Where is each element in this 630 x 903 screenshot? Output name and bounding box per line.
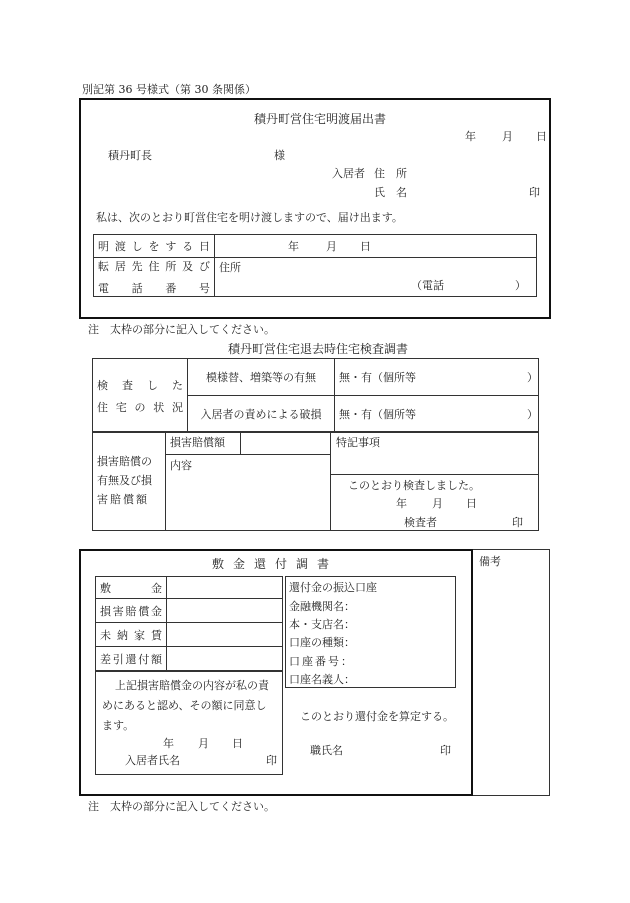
alteration-close: ） <box>527 371 538 384</box>
calculated-statement: このとおり還付金を算定する。 <box>300 710 454 723</box>
special-notes-label: 特記事項 <box>336 436 380 449</box>
divider <box>330 431 331 531</box>
resident-seal: 印 <box>266 754 277 767</box>
inspector-label: 検査者 <box>404 516 437 529</box>
damage-content-label: 内容 <box>170 459 192 472</box>
note-2: 注 太枠の部分に記入してください。 <box>88 800 275 813</box>
inspector-seal: 印 <box>512 516 523 529</box>
remarks-box[interactable] <box>472 549 550 796</box>
vacate-date-year: 年 <box>288 240 299 253</box>
consent-date-month: 月 <box>198 737 209 750</box>
damage-label-1: 損害賠償の <box>97 455 152 468</box>
inspection-table <box>92 358 539 433</box>
refund-amount-table <box>95 576 283 671</box>
notice-statement: 私は、次のとおり町営住宅を明け渡しますので、届け出ます。 <box>96 211 403 224</box>
damage-item-label: 入居者の責めによる破損 <box>188 396 335 433</box>
new-address-caption: 住所 <box>219 261 241 274</box>
consent-line-2: めにあると認め、その額に同意し <box>102 699 267 712</box>
resident-label: 入居者 <box>332 167 365 180</box>
damage-amount-label: 損害賠償額 <box>170 436 225 449</box>
vacate-date-field[interactable] <box>215 235 537 258</box>
alteration-label: 模様替、増築等の有無 <box>188 359 335 396</box>
unpaid-rent-field[interactable] <box>167 623 283 647</box>
damage-amount-field[interactable] <box>241 432 329 453</box>
vacate-date-label: 明渡しをする日 <box>94 235 215 258</box>
divider <box>330 474 539 475</box>
notice-title: 積丹町営住宅明渡届出書 <box>254 112 387 126</box>
form-number: 別記第 36 号様式（第 30 条関係） <box>82 83 256 96</box>
staff-name-label: 職氏名 <box>310 744 343 757</box>
inspection-date-month: 月 <box>432 497 443 510</box>
note-1: 注 太枠の部分に記入してください。 <box>88 323 275 336</box>
inspected-statement: このとおり検査しました。 <box>348 479 480 492</box>
inspection-title: 積丹町営住宅退去時住宅検査調書 <box>228 342 409 356</box>
deposit-label: 敷金 <box>96 577 167 599</box>
staff-seal: 印 <box>440 744 451 757</box>
notice-table <box>93 234 537 297</box>
notice-date-year: 年 <box>465 130 476 143</box>
alteration-value: 無・有（個所等 <box>339 371 416 384</box>
address-label: 住 所 <box>374 167 407 180</box>
net-refund-field[interactable] <box>167 647 283 671</box>
remarks-label: 備考 <box>479 555 501 568</box>
vacate-date-month: 月 <box>326 240 337 253</box>
inspection-date-day: 日 <box>466 497 477 510</box>
addressee: 積丹町長 <box>108 149 152 162</box>
damage-item-close: ） <box>527 408 538 421</box>
damages-field[interactable] <box>167 599 283 623</box>
consent-date-year: 年 <box>163 737 174 750</box>
consent-date-day: 日 <box>232 737 243 750</box>
net-refund-label: 差引還付額 <box>96 647 167 671</box>
alteration-field[interactable] <box>335 359 539 396</box>
name-label: 氏 名 <box>374 186 407 199</box>
notice-date-day: 日 <box>536 130 547 143</box>
refund-title: 敷金還付調書 <box>212 557 339 571</box>
divider <box>165 454 330 455</box>
resident-name-label: 入居者氏名 <box>125 754 180 767</box>
divider <box>165 431 166 531</box>
bank-name-label: 金融機関名： <box>289 600 355 613</box>
damages-label: 損害賠償金 <box>96 599 167 623</box>
deposit-field[interactable] <box>167 577 283 599</box>
account-number-label: 口座番号： <box>289 655 354 668</box>
new-address-label: 転居先住所及び 電話番号 <box>94 258 215 297</box>
honorific: 様 <box>274 149 285 162</box>
damage-label-3: 害賠償額 <box>97 493 149 506</box>
branch-name-label: 本・支店名： <box>289 618 355 631</box>
bank-title: 還付金の振込口座 <box>289 581 377 594</box>
phone-open: （電話 <box>411 279 444 292</box>
damage-item-field[interactable] <box>335 396 539 433</box>
consent-line-1: 上記損害賠償金の内容が私の責 <box>115 679 269 692</box>
new-address-field[interactable] <box>215 258 537 297</box>
unpaid-rent-label: 未納家賃 <box>96 623 167 647</box>
house-status-label: 検査した 住宅の状況 <box>93 359 188 433</box>
damage-item-value: 無・有（個所等 <box>339 408 416 421</box>
phone-close: ） <box>515 279 526 292</box>
vacate-date-day: 日 <box>360 240 371 253</box>
account-holder-label: 口座名義人： <box>289 673 355 686</box>
notice-date-month: 月 <box>502 130 513 143</box>
consent-line-3: ます。 <box>102 719 135 732</box>
seal-mark: 印 <box>529 186 540 199</box>
account-type-label: 口座の種類： <box>289 636 355 649</box>
inspection-date-year: 年 <box>396 497 407 510</box>
damage-label-2: 有無及び損 <box>97 474 152 487</box>
